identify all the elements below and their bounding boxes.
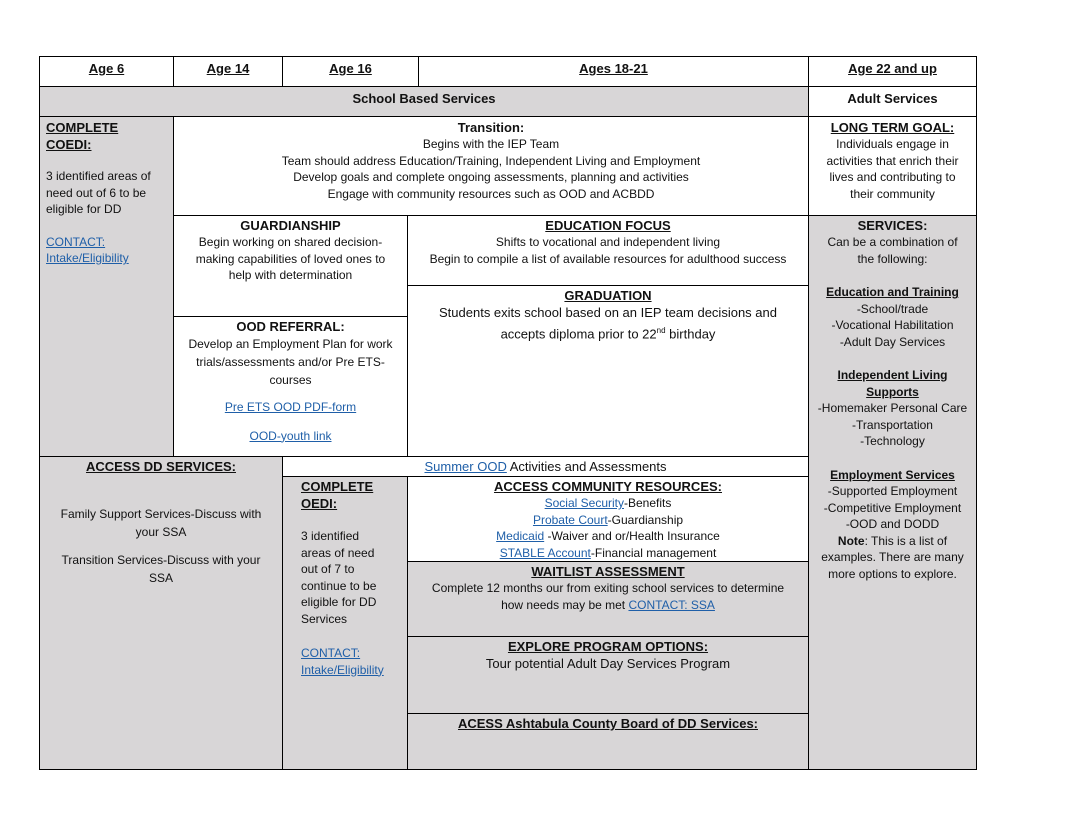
coedi-section [39,116,174,457]
community-resources-title: ACCESS COMMUNITY RESOURCES: [493,479,722,494]
services-item: -School/trade [856,301,929,316]
oedi-section [282,476,408,770]
services-note: Note: This is a list of examples. There are many more options to explore. [821,533,964,581]
guardianship-title: GUARDIANSHIP [240,218,341,233]
education-training-title: Education and Training [826,285,959,299]
services-item: -Adult Day Services [839,334,946,349]
oedi-body: 3 identified areas of need out of 7 to continue to be eligible for DD Services [301,529,377,626]
social-security-link[interactable]: Social Security [544,496,624,510]
adult-services-band: Adult Services [808,86,977,117]
transition-line: Begins with the IEP Team [422,137,560,151]
transition-line: Team should address Education/Training, Independent Living and Employment [281,153,701,168]
waitlist-line-2: how needs may be met CONTACT: SSA [501,597,715,612]
services-intro: Can be a combination of the following: [827,235,958,266]
summer-ood-link[interactable]: Summer OOD [424,459,507,474]
oedi-contact-link[interactable]: CONTACT: [301,646,361,660]
transition-services-text: Transition Services-Discuss with your SSA [61,553,261,585]
guardianship-section [173,215,408,317]
coedi-body: 3 identified areas of need out of 6 to be eligible for DD [46,169,151,216]
explore-title: EXPLORE PROGRAM OPTIONS: [507,639,709,654]
oedi-title: COMPLETE [301,479,374,494]
oedi-title-2: OEDI: [301,496,338,511]
graduation-title: GRADUATION [564,288,652,303]
community-item: Probate Court-Guardianship [532,512,684,527]
school-based-services-band: School Based Services [39,86,809,117]
graduation-line-1: Students exits school based on an IEP team decisions and [439,305,777,320]
transition-line: Engage with community resources such as OOD and ACBDD [327,186,655,201]
age-header-16: Age 16 [282,56,419,87]
ood-referral-title: OOD REFERRAL: [236,319,345,334]
waitlist-section [407,561,809,637]
community-item: Medicaid -Waiver and or/Health Insurance [496,529,720,543]
age-header-18-21: Ages 18-21 [418,56,809,87]
age-header-22-up: Age 22 and up [808,56,977,87]
long-term-goal-title: LONG TERM GOAL: [830,120,955,135]
community-item: STABLE Account-Financial management [499,545,717,560]
access-dd-title: ACCESS DD SERVICES: [85,459,236,474]
services-section [808,215,977,770]
pre-ets-link[interactable]: Pre ETS OOD PDF-form [224,400,357,414]
services-item: -Transportation [852,417,933,432]
education-focus-line: Shifts to vocational and independent living [495,235,721,249]
family-support-text: Family Support Services-Discuss with your SSA [60,507,262,539]
coedi-intake-link[interactable]: Intake/Eligibility [46,251,129,265]
services-title: SERVICES: [857,218,928,233]
graduation-line-2: accepts diploma prior to 22nd birthday [500,326,716,342]
education-focus-section [407,215,809,286]
ood-youth-link[interactable]: OOD-youth link [249,428,332,443]
independent-living-title: Independent Living Supports [837,368,948,399]
waitlist-line-1: Complete 12 months our from exiting school services to determine [431,581,785,595]
services-item: -Technology [860,434,925,448]
ood-referral-section [173,316,408,457]
medicaid-link[interactable]: Medicaid [496,529,545,543]
education-focus-line: Begin to compile a list of available resources for adulthood success [429,251,787,266]
community-resources-section [407,476,809,562]
oedi-intake-link[interactable]: Intake/Eligibility [301,662,384,677]
coedi-title: COMPLETE COEDI: [46,120,119,152]
services-item: -Vocational Habilitation [831,318,954,332]
services-item: -Homemaker Personal Care [817,401,968,415]
summer-ood-text: Activities and Assessments [506,459,667,474]
services-item: -Supported Employment [827,484,958,498]
explore-section [407,636,809,714]
explore-body: Tour potential Adult Day Services Program [485,656,731,671]
services-item: -Competitive Employment [823,500,962,515]
transition-title: Transition: [457,120,525,135]
guardianship-body: Begin working on shared decision-making capabilities of loved ones to help with determination [195,235,386,282]
education-focus-title: EDUCATION FOCUS [545,218,671,233]
age-header-6: Age 6 [39,56,174,87]
access-dd-section [39,456,283,770]
acess-board-section [407,713,809,770]
stable-account-link[interactable]: STABLE Account [499,545,591,560]
transition-section [173,116,809,216]
summer-ood-row [282,456,809,477]
employment-services-title: Employment Services [830,467,955,482]
services-item: -OOD and DODD [845,517,940,531]
coedi-contact-link[interactable]: CONTACT: [46,234,106,249]
probate-court-link[interactable]: Probate Court [532,512,608,527]
long-term-goal-section [808,116,977,216]
acess-board-title: ACESS Ashtabula County Board of DD Services: [457,716,758,731]
waitlist-title: WAITLIST ASSESSMENT [531,564,685,579]
long-term-goal-body: Individuals engage in activities that enrich their lives and contributing to their community [826,137,959,201]
ood-referral-body: Develop an Employment Plan for work trials/assessments and/or Pre ETS-courses [188,337,393,387]
community-item: Social Security-Benefits [544,496,672,510]
contact-ssa-link[interactable]: CONTACT: SSA [628,597,715,612]
graduation-section [407,285,809,457]
transition-line: Develop goals and complete ongoing assessments, planning and activities [293,170,689,184]
age-header-14: Age 14 [173,56,283,87]
